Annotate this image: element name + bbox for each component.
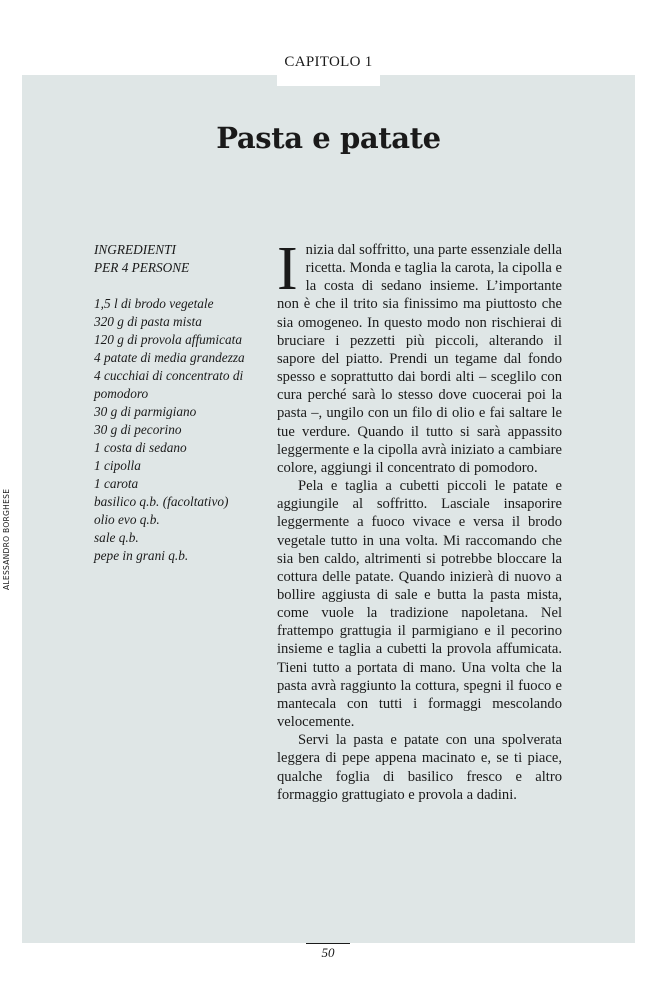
recipe-title: Pasta e patate (216, 121, 441, 155)
ingredient-item: 4 cucchiai di concentrato di pomodoro (94, 368, 244, 401)
ingredient-item: 1 carota (94, 476, 139, 491)
ingredient-item: 30 g di pecorino (94, 422, 182, 437)
ingredient-item: basilico q.b. (facoltativo) (94, 494, 229, 509)
footer-rule (306, 943, 350, 944)
ingredients-heading: INGREDIENTI PER 4 PERSONE (94, 242, 190, 275)
author-running-head: ALESSANDRO BORGHESE (2, 488, 11, 590)
instructions-paragraph-1 (277, 235, 562, 477)
ingredient-item: 1 costa di sedano (94, 440, 187, 455)
drop-cap: I (277, 235, 298, 303)
instructions-paragraph-3: Servi la pasta e patate con una spolverata leggera di pepe appena macinato e, se ti piace, qualche foglia di basilico fresco e altro formaggio grattugiato e provola a dadini. (277, 732, 562, 803)
ingredient-item: 320 g di pasta mista (94, 314, 202, 329)
ingredients-column (94, 241, 269, 565)
ingredient-item: sale q.b. (94, 530, 139, 545)
ingredient-item: 30 g di parmigiano (94, 404, 197, 419)
paragraph-1-text: nizia dal soffritto, una parte essenziale della ricetta. Monda e taglia la carota, la cipolla e la costa di sedano insieme. L’importante non è che il trito sia finissimo ma piuttosto che sia omogeneo. In questo modo non rischierai di bruciare i pezzetti più piccoli, alterando il sapore del piatto. Prendi un tegame dal fondo spesso e soprattutto dai bordi alti – sceglilo con cura perché sarà lo stesso dove cuocerai poi la pasta –, ungilo con un filo di olio e fai saltare le tue verdure. Quando il tutto si sarà appassito leggermente e la cipolla avrà iniziato a cambiare colore, aggiungi il concentrato di pomodoro. (277, 242, 562, 476)
page-number: 50 (321, 945, 335, 960)
ingredients-list (94, 295, 269, 565)
ingredient-item: 1 cipolla (94, 458, 141, 473)
ingredient-item: 120 g di provola affumicata (94, 332, 242, 347)
instructions-paragraph-2: Pela e taglia a cubetti piccoli le patate e aggiungile al soffritto. Lasciale insaporire leggermente a fuoco vivace e versa il brodo vegetale tutto in una volta. Mi raccomando che sia ben caldo, altrimenti si potrebbe bloccare la cottura delle patate. Quando inizierà di nuovo a bollire aggiusta di sale e butta la pasta mista, come vuole la tradizione napoletana. Nel frattempo grattugia il parmigiano e il pecorino insieme e taglia a cubetti la provola affumicata. Tieni tutto a portata di mano. Una volta che la pasta avrà raggiunto la cottura, spegni il fuoco e mantecala con tutti i formaggi mescolando velocemente. (277, 478, 562, 731)
ingredient-item: olio evo q.b. (94, 512, 160, 527)
chapter-label: CAPITOLO 1 (277, 46, 380, 86)
ingredient-item: 4 patate di media grandezza (94, 350, 245, 365)
ingredient-item: pepe in grani q.b. (94, 548, 189, 563)
ingredient-item: 1,5 l di brodo vegetale (94, 296, 214, 311)
recipe-instructions (277, 235, 562, 804)
